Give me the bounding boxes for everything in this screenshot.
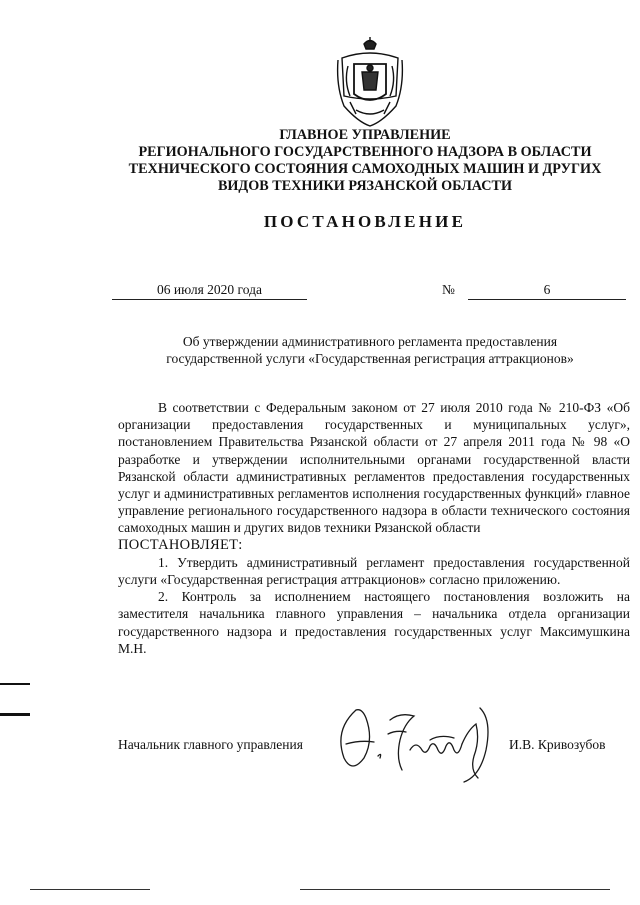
organization-title <box>110 127 620 195</box>
coat-of-arms-emblem <box>334 36 406 130</box>
scan-margin-mark <box>0 713 30 716</box>
scan-footer-line <box>300 889 610 890</box>
resolves-heading: ПОСТАНОВЛЯЕТ: <box>118 536 243 553</box>
preamble-paragraph: В соответствии с Федеральным законом от 27 июля 2010 года № 210-ФЗ «Об организации предоставления государственных и муниципальных услуг», постановлением Правительства Рязанской области от 27 апреля 2011 года № 98 «О разработке и утверждении исполнительными органами государственной власти Рязанской области административных регламентов предоставления государственных услуг и административных регламентов исполнения государственных функций» главное управление регионального государственного надзора в области технического состояния самоходных машин и других видов техники Рязанской области <box>118 400 630 536</box>
organization-title-line: ТЕХНИЧЕСКОГО СОСТОЯНИЯ САМОХОДНЫХ МАШИН И ДРУГИХ <box>128 161 602 177</box>
signatory-position: Начальник главного управления <box>118 737 303 752</box>
document-number: 6 <box>468 282 626 300</box>
scan-footer-line <box>30 889 150 890</box>
resolution-item-1: 1. Утвердить административный регламент предоставления государственной услуги «Государственная регистрация аттракционов» согласно приложению. <box>118 554 630 588</box>
organization-title-line: ВИДОВ ТЕХНИКИ РЯЗАНСКОЙ ОБЛАСТИ <box>217 178 513 194</box>
document-number-label: № <box>442 282 455 297</box>
subject-line: государственной услуги «Государственная регистрация аттракционов» <box>166 351 574 366</box>
document-body <box>118 399 630 657</box>
organization-title-line: РЕГИОНАЛЬНОГО ГОСУДАРСТВЕННОГО НАДЗОРА В ОБЛАСТИ <box>138 144 592 160</box>
signatory-name: И.В. Кривозубов <box>509 737 606 752</box>
organization-title-line: ГЛАВНОЕ УПРАВЛЕНИЕ <box>279 127 451 143</box>
subject-line: Об утверждении административного регламента предоставления <box>182 334 558 349</box>
document-subject <box>110 333 630 367</box>
scan-margin-mark <box>0 683 30 685</box>
resolution-item-2: 2. Контроль за исполнением настоящего постановления возложить на заместителя начальника главного управления – начальника отдела организации государственного надзора и предоставления государственных услуг Максимушкина М.Н. <box>118 589 630 656</box>
document-type-heading: ПОСТАНОВЛЕНИЕ <box>263 212 467 231</box>
document-date: 06 июля 2020 года <box>112 282 307 300</box>
handwritten-signature <box>330 700 505 786</box>
